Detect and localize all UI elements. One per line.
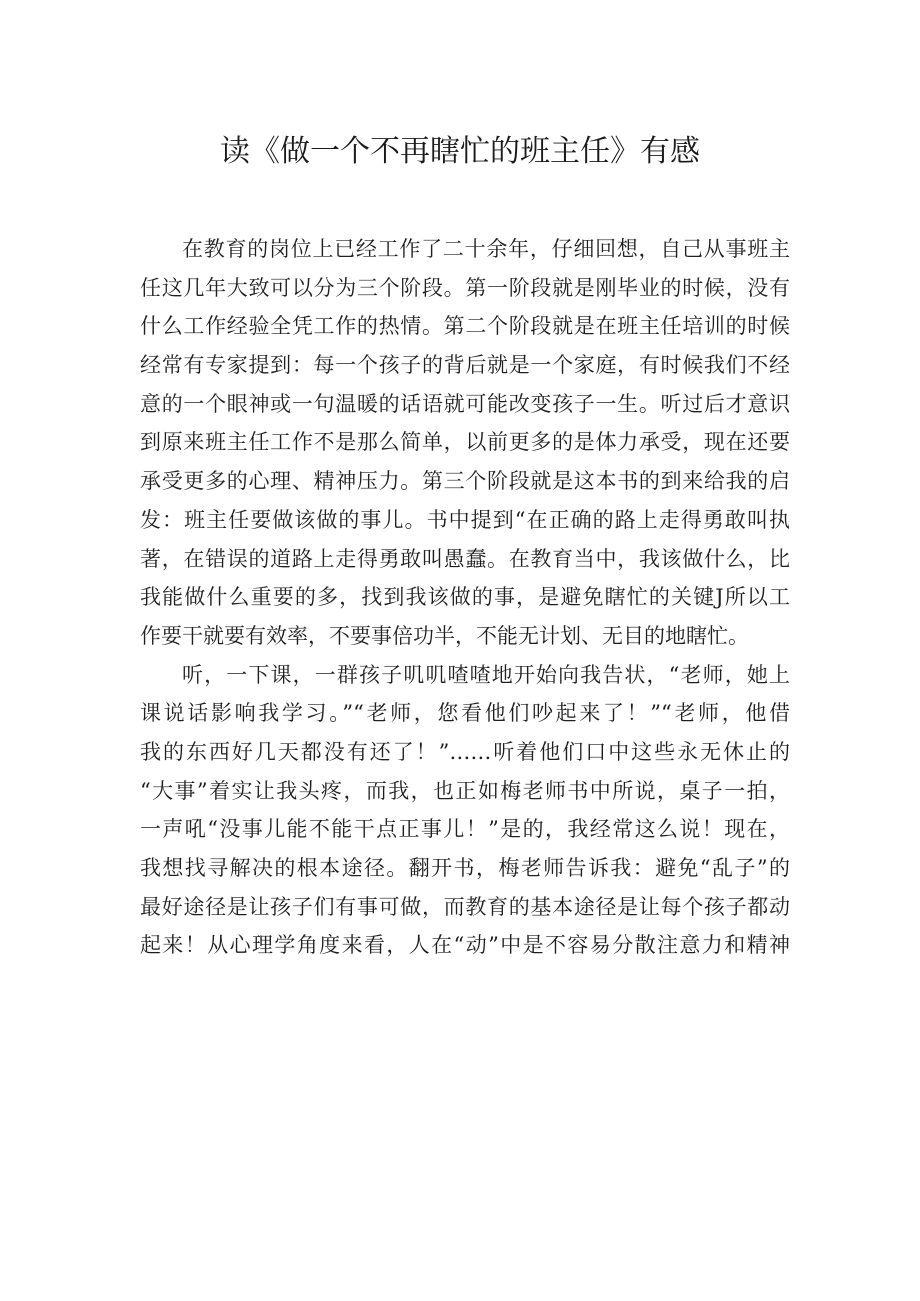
paragraph-1: [140, 230, 790, 656]
paragraph-line: 任这几年大致可以分为三个阶段。第一阶段就是刚毕业的时候，没有: [140, 275, 790, 300]
paragraph-line: 承受更多的心理、精神压力。第三个阶段就是这本书的到来给我的启: [140, 469, 790, 494]
paragraph-line: 起来！从心理学角度来看，人在“动”中是不容易分散注意力和精神: [140, 933, 790, 958]
paragraph-line: 我的东西好几天都没有还了！”……听着他们口中这些永无休止的: [140, 739, 790, 764]
paragraph-line: 著，在错误的道路上走得勇敢叫愚蠢。在教育当中，我该做什么，比: [140, 546, 790, 571]
paragraph-line: 听，一下课，一群孩子叽叽喳喳地开始向我告状，“老师，她上: [182, 662, 790, 687]
paragraph-line: 什么工作经验全凭工作的热情。第二个阶段就是在班主任培训的时候: [140, 314, 790, 339]
document-title: 读《做一个不再瞎忙的班主任》有感: [220, 134, 700, 169]
paragraph-line: 意的一个眼神或一句温暖的话语就可能改变孩子一生。听过后才意识: [140, 391, 790, 416]
paragraph-line: 课说话影响我学习。”“老师，您看他们吵起来了！”“老师，他借: [140, 701, 790, 726]
paragraph-line: 发：班主任要做该做的事儿。书中提到“在正确的路上走得勇敢叫执: [140, 507, 790, 532]
paragraph-line: 作要干就要有效率，不要事倍功半，不能无计划、无目的地瞎忙。: [140, 623, 749, 648]
paragraph-line: 到原来班主任工作不是那么简单，以前更多的是体力承受，现在还要: [140, 430, 790, 455]
paragraph-line: 我想找寻解决的根本途径。翻开书，梅老师告诉我：避免“乱子”的: [140, 856, 790, 880]
document-body: [140, 230, 790, 965]
paragraph-line: 在教育的岗位上已经工作了二十余年，仔细回想，自己从事班主: [182, 237, 790, 261]
paragraph-2: [140, 656, 790, 966]
paragraph-line: 我能做什么重要的多，找到我该做的事，是避免瞎忙的关键J所以工: [140, 585, 790, 610]
paragraph-line: “大事”着实让我头疼，而我，也正如梅老师书中所说，桌子一拍，: [140, 778, 790, 803]
paragraph-line: 经常有专家提到：每一个孩子的背后就是一个家庭，有时候我们不经: [140, 353, 790, 378]
paragraph-line: 最好途径是让孩子们有事可做，而教育的基本途径是让每个孩子都动: [140, 894, 790, 919]
paragraph-line: 一声吼“没事儿能不能干点正事儿！”是的，我经常这么说！现在，: [140, 817, 790, 842]
